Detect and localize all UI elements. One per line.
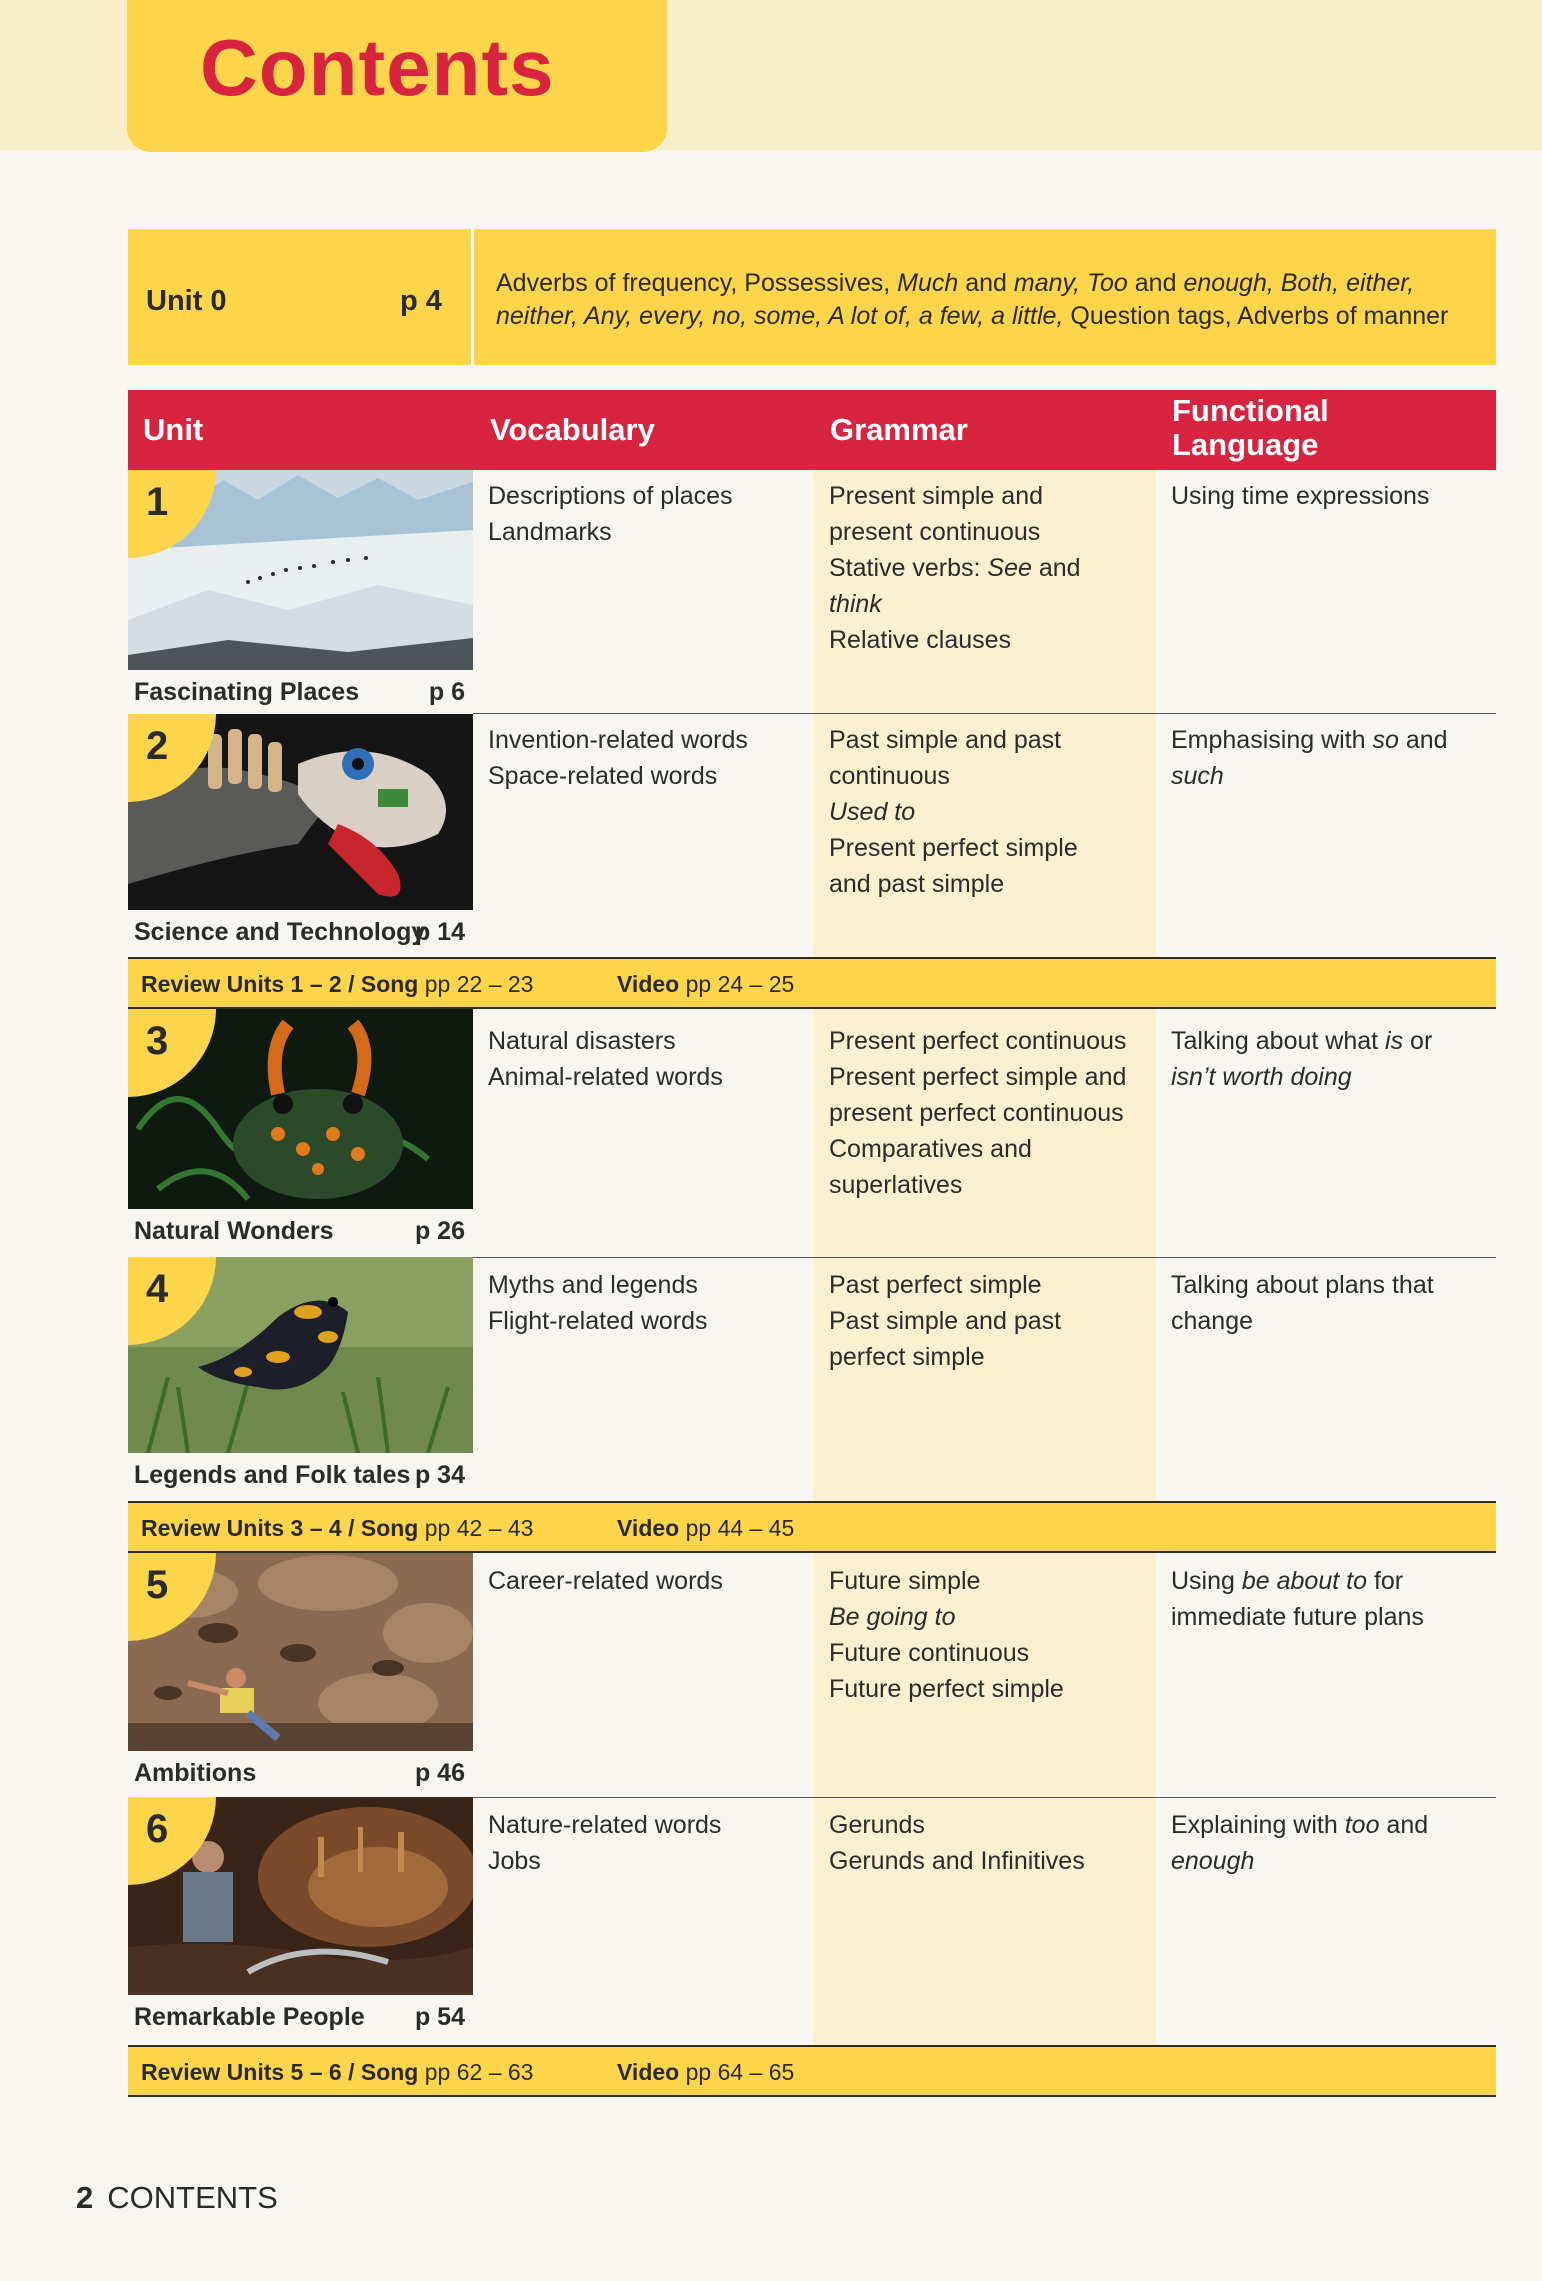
review-bar-2 [128,1501,1496,1553]
unit-functional: Talking about what is or isn’t worth doing [1171,1027,1433,1091]
unit-title: Ambitions [134,1759,257,1787]
header-functional-language: Functional Language [1172,393,1329,462]
unit-badge: 1 [128,470,216,558]
unit-title: Natural Wonders [134,1217,334,1245]
unit-5-photo [128,1553,473,1751]
unit-badge: 6 [128,1797,216,1885]
table-header [128,390,1496,470]
unit-caption [128,910,473,954]
page-footer [76,2180,278,2216]
unit-title: Fascinating Places [134,678,360,706]
unit-grammar: Past perfect simple Past simple and past perfect simple [829,1271,1062,1371]
footer-label: CONTENTS [107,2180,278,2215]
unit-1-photo [128,470,473,670]
unit-page: p 34 [414,1461,465,1489]
header-vocabulary: Vocabulary [490,412,655,447]
unit-vocabulary: Myths and legends Flight-related words [488,1271,708,1335]
review-song: Review Units 1 – 2 / Song pp 22 – 23 [141,971,534,997]
unit-row-5 [128,1553,1496,1797]
review-video: Video pp 44 – 45 [617,1515,795,1541]
header-unit: Unit [143,412,204,447]
unit0-topics: Adverbs of frequency, Possessives, Much and many, Too and enough, Both, either, neither, Any, every, no, some, A lot of, a few, a little, Question tags, Adverbs of manner [496,269,1449,330]
unit-vocabulary: Career-related words [488,1567,723,1595]
unit-grammar: Future simple Be going to Future continuous Future perfect simple [829,1567,1064,1703]
unit-caption [128,1995,473,2039]
unit0-label: Unit 0 [146,285,227,317]
unit-functional: Explaining with too and enough [1171,1811,1429,1875]
unit-page: p 54 [414,2003,465,2031]
unit-vocabulary: Descriptions of places Landmarks [488,482,733,546]
unit-vocabulary: Nature-related words Jobs [488,1811,722,1875]
unit-row-6 [128,1797,1496,2045]
unit-caption [128,670,473,714]
unit-functional: Talking about plans that change [1171,1271,1434,1335]
unit-row-1 [128,470,1496,714]
unit-row-2 [128,714,1496,958]
unit-caption [128,1209,473,1253]
review-song: Review Units 3 – 4 / Song pp 42 – 43 [141,1515,534,1541]
unit-page: p 46 [414,1759,465,1787]
unit-badge: 2 [128,714,216,802]
unit-grammar: Present perfect continuous Present perfect simple and present perfect continuous Comparatives and superlatives [829,1027,1127,1199]
unit-page: p 26 [414,1217,465,1245]
unit-caption [128,1453,473,1497]
unit-row-3 [128,1009,1496,1257]
unit-page: p 6 [428,678,465,706]
unit-2-photo [128,714,473,910]
unit0-bar [128,229,1496,365]
unit-functional: Emphasising with so and such [1171,726,1448,790]
unit-6-photo [128,1797,473,1995]
page-title: Contents [200,23,555,112]
unit-title: Remarkable People [134,2003,365,2031]
review-bar-3 [128,2045,1496,2097]
review-video: Video pp 24 – 25 [617,971,795,997]
unit-grammar: Gerunds Gerunds and Infinitives [829,1811,1085,1875]
review-song: Review Units 5 – 6 / Song pp 62 – 63 [141,2059,534,2085]
unit-badge: 4 [128,1257,216,1345]
review-bar-1 [128,957,1496,1009]
unit-page: p 14 [414,918,465,946]
unit-functional: Using be about to for immediate future plans [1171,1567,1424,1631]
review-video: Video pp 64 – 65 [617,2059,795,2085]
unit-vocabulary: Natural disasters Animal-related words [488,1027,723,1091]
unit-badge: 3 [128,1009,216,1097]
unit-grammar: Past simple and past continuous Used to Present perfect simple and past simple [829,726,1078,898]
unit-row-4 [128,1257,1496,1501]
unit-badge: 5 [128,1553,216,1641]
unit-caption [128,1751,473,1795]
unit-4-photo [128,1257,473,1453]
unit-3-photo [128,1009,473,1209]
unit-title: Science and Technology [134,918,426,946]
unit0-page: p 4 [400,285,442,317]
unit-vocabulary: Invention-related words Space-related words [488,726,748,790]
header-grammar: Grammar [830,412,968,447]
unit0-divider [471,229,474,365]
unit-functional: Using time expressions [1171,482,1430,510]
unit-grammar: Present simple and present continuous Stative verbs: See and think Relative clauses [829,482,1081,654]
unit-title: Legends and Folk tales [134,1461,411,1489]
page-number: 2 [76,2180,94,2215]
